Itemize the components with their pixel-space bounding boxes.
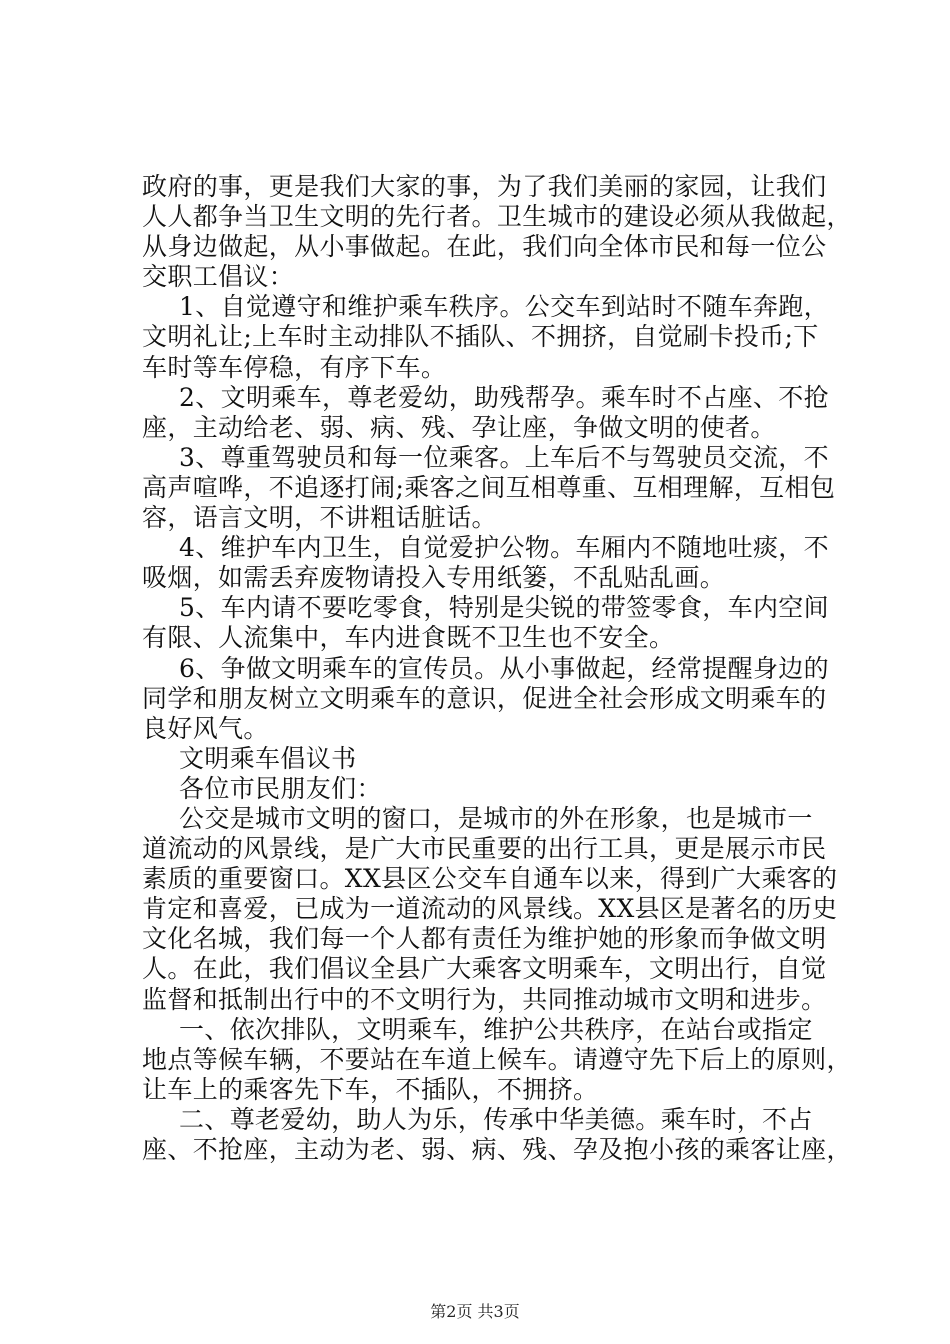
- text-line: 公交是城市文明的窗口，是城市的外在形象，也是城市一: [179, 803, 813, 833]
- text-line: 一、依次排队，文明乘车，维护公共秩序，在站台或指定: [179, 1014, 813, 1044]
- text-line: 素质的重要窗口。XX县区公交车自通车以来，得到广大乘客的: [142, 864, 838, 894]
- text-line: 同学和朋友树立文明乘车的意识，促进全社会形成文明乘车的: [142, 683, 827, 713]
- text-line: 道流动的风景线，是广大市民重要的出行工具，更是展示市民: [142, 834, 827, 864]
- document-body: [142, 172, 852, 1165]
- text-line: 地点等候车辆，不要站在车道上候车。请遵守先下后上的原则，: [142, 1044, 852, 1074]
- text-line: 5、车内请不要吃零食，特别是尖锐的带签零食，车内空间: [179, 593, 830, 623]
- text-line: 人。在此，我们倡议全县广大乘客文明乘车，文明出行，自觉: [142, 954, 827, 984]
- text-line: 交职工倡议：: [142, 262, 295, 292]
- text-line: 车时等车停稳，有序下车。: [142, 352, 447, 382]
- text-line: 4、维护车内卫生，自觉爱护公物。车厢内不随地吐痰，不: [179, 533, 830, 563]
- text-line: 人人都争当卫生文明的先行者。卫生城市的建设必须从我做起，: [142, 202, 852, 232]
- text-line: 良好风气。: [142, 713, 269, 743]
- text-line: 座、不抢座，主动为老、弱、病、残、孕及抱小孩的乘客让座，: [142, 1135, 852, 1164]
- text-line: 座，主动给老、弱、病、残、孕让座，争做文明的使者。: [142, 412, 776, 442]
- text-line: 各位市民朋友们：: [179, 773, 382, 803]
- text-line: 吸烟，如需丢弃废物请投入专用纸篓，不乱贴乱画。: [142, 563, 726, 593]
- text-line: 二、尊老爱幼，助人为乐，传承中华美德。乘车时，不占: [179, 1104, 813, 1134]
- text-line: 让车上的乘客先下车，不插队，不拥挤。: [142, 1074, 599, 1104]
- text-line: 肯定和喜爱，已成为一道流动的风景线。XX县区是著名的历史: [142, 894, 838, 924]
- text-line: 文化名城，我们每一个人都有责任为维护她的形象而争做文明: [142, 924, 827, 954]
- text-line: 2、文明乘车，尊老爱幼，助残帮孕。乘车时不占座、不抢: [179, 382, 830, 412]
- text-line: 有限、人流集中，车内进食既不卫生也不安全。: [142, 623, 675, 653]
- text-line: 1、自觉遵守和维护乘车秩序。公交车到站时不随车奔跑，: [179, 292, 830, 322]
- text-line: 从身边做起，从小事做起。在此，我们向全体市民和每一位公: [142, 232, 827, 262]
- text-line: 文明礼让;上车时主动排队不插队、不拥挤，自觉刷卡投币;下: [142, 322, 819, 352]
- text-line: 监督和抵制出行中的不文明行为，共同推动城市文明和进步。: [142, 984, 827, 1014]
- text-line: 高声喧哗，不追逐打闹;乘客之间互相尊重、互相理解，互相包: [142, 472, 836, 502]
- text-line: 3、尊重驾驶员和每一位乘客。上车后不与驾驶员交流，不: [179, 442, 830, 472]
- text-line: 文明乘车倡议书: [179, 743, 357, 773]
- text-line: 政府的事，更是我们大家的事，为了我们美丽的家园，让我们: [142, 172, 827, 201]
- text-line: 容，语言文明，不讲粗话脏话。: [142, 503, 497, 533]
- page-number-footer: 第2页 共3页: [430, 1302, 520, 1321]
- text-line: 6、争做文明乘车的宣传员。从小事做起，经常提醒身边的: [179, 653, 830, 683]
